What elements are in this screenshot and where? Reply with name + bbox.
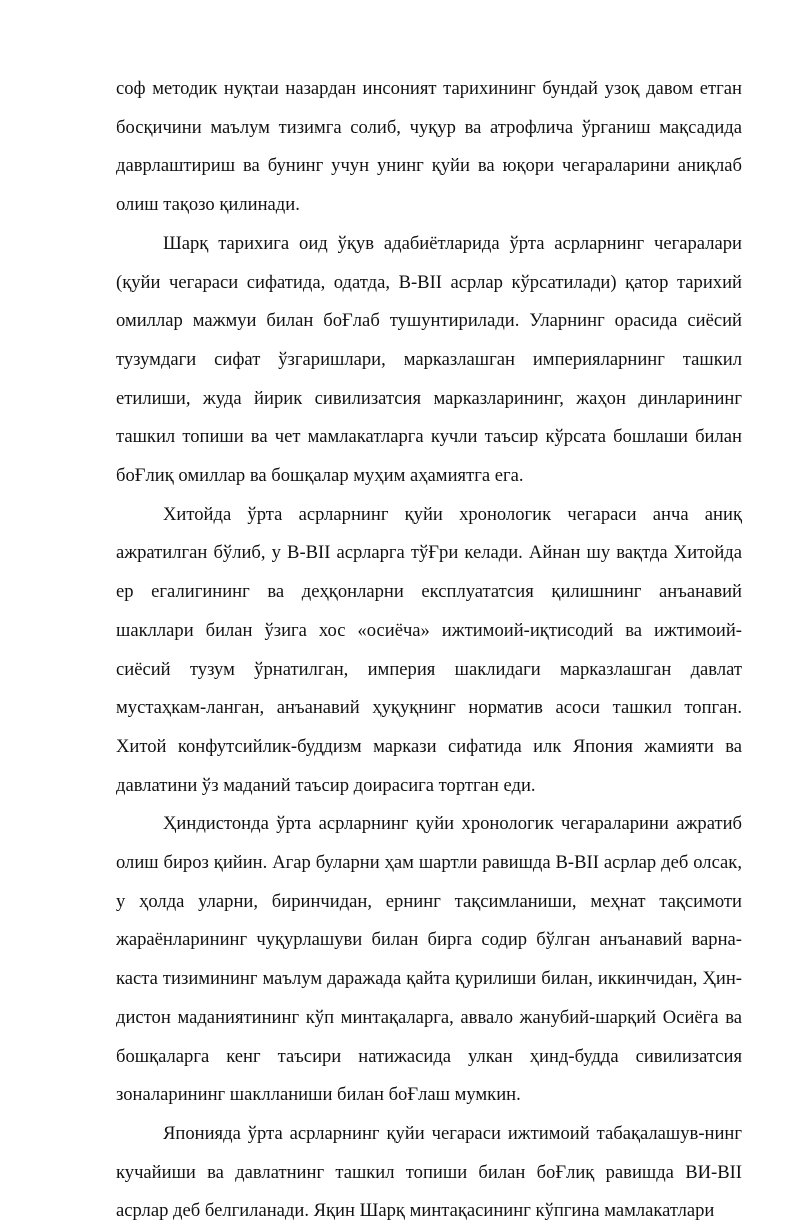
paragraph-4: Ҳиндистонда ўрта асрларнинг қуйи хронологик чегараларини ажратиб олиш бироз қийин. Агар буларни ҳам шартли равишда В-ВII асрлар деб олсак, у ҳолда уларни, биринчидан, ернинг тақсимланиши, меҳнат тақсимоти жараёнларининг чуқурлашуви билан бирга содир бўлган анъанавий варна-каста тизимининг маълум даражада қайта қурилиши билан, иккинчидан, Ҳин-дистон маданиятининг кўп минтақаларга, аввало жанубий-шарқий Осиёга ва бошқаларга кенг таъсири натижасида улкан ҳинд-будда сивилизатсия зоналарининг шаклланиши билан боҒлаш мумкин. [116,813,742,1106]
paragraph-1: соф методик нуқтаи назардан инсоният тарихининг бундай узоқ давом етган босқичини маълум тизимга солиб, чуқур ва атрофлича ўрганиш мақсадида даврлаштириш ва бунинг учун унинг қуйи ва юқори чегараларини аниқлаб олиш тақозо қилинади. [116,78,742,216]
body-text [116,70,742,1231]
paragraph-3: Хитойда ўрта асрларнинг қуйи хронологик чегараси анча аниқ ажратилган бўлиб, у В-ВII асрларга тўҒри келади. Айнан шу вақтда Хитойда ер егалигининг ва деҳқонларни експлуататсия қилишнинг анъанавий шакллари билан ўзига хос «осиёча» ижтимоий-иқтисодий ва ижтимоий-сиёсий тузум ўрнатилган, империя шаклидаги марказлашган давлат мустаҳкам-ланган, анъанавий ҳуқуқнинг норматив асоси ташкил топган. Хитой конфутсийлик-буддизм маркази сифатида илк Япония жамияти ва давлатини ўз маданий таъсир доирасига тортган еди. [116,503,742,796]
paragraph-2: Шарқ тарихига оид ўқув адабиётларида ўрта асрларнинг чегаралари (қуйи чегараси сифатида, одатда, В-ВII асрлар кўрсатилади) қатор тарихий омиллар мажмуи билан боҒлаб тушунтирилади. Уларнинг орасида сиёсий тузумдаги сифат ўзгаришлари, марказлашган империяларнинг ташкил етилиши, жуда йирик сивилизатсия марказларининг, жаҳон динларининг ташкил топиши ва чет мамлакатларга кучли таъсир кўрсата бошлаши билан боҒлиқ омиллар ва бошқалар муҳим аҳамиятга ега. [116,232,742,487]
paragraph-5: Японияда ўрта асрларнинг қуйи чегараси ижтимоий табақалашув-нинг кучайиши ва давлатнинг ташкил топиши билан боҒлиқ равишда ВИ-ВII асрлар деб белгиланади. Яқин Шарқ минтақасининг кўпгина мамлакатлари [116,1122,742,1222]
